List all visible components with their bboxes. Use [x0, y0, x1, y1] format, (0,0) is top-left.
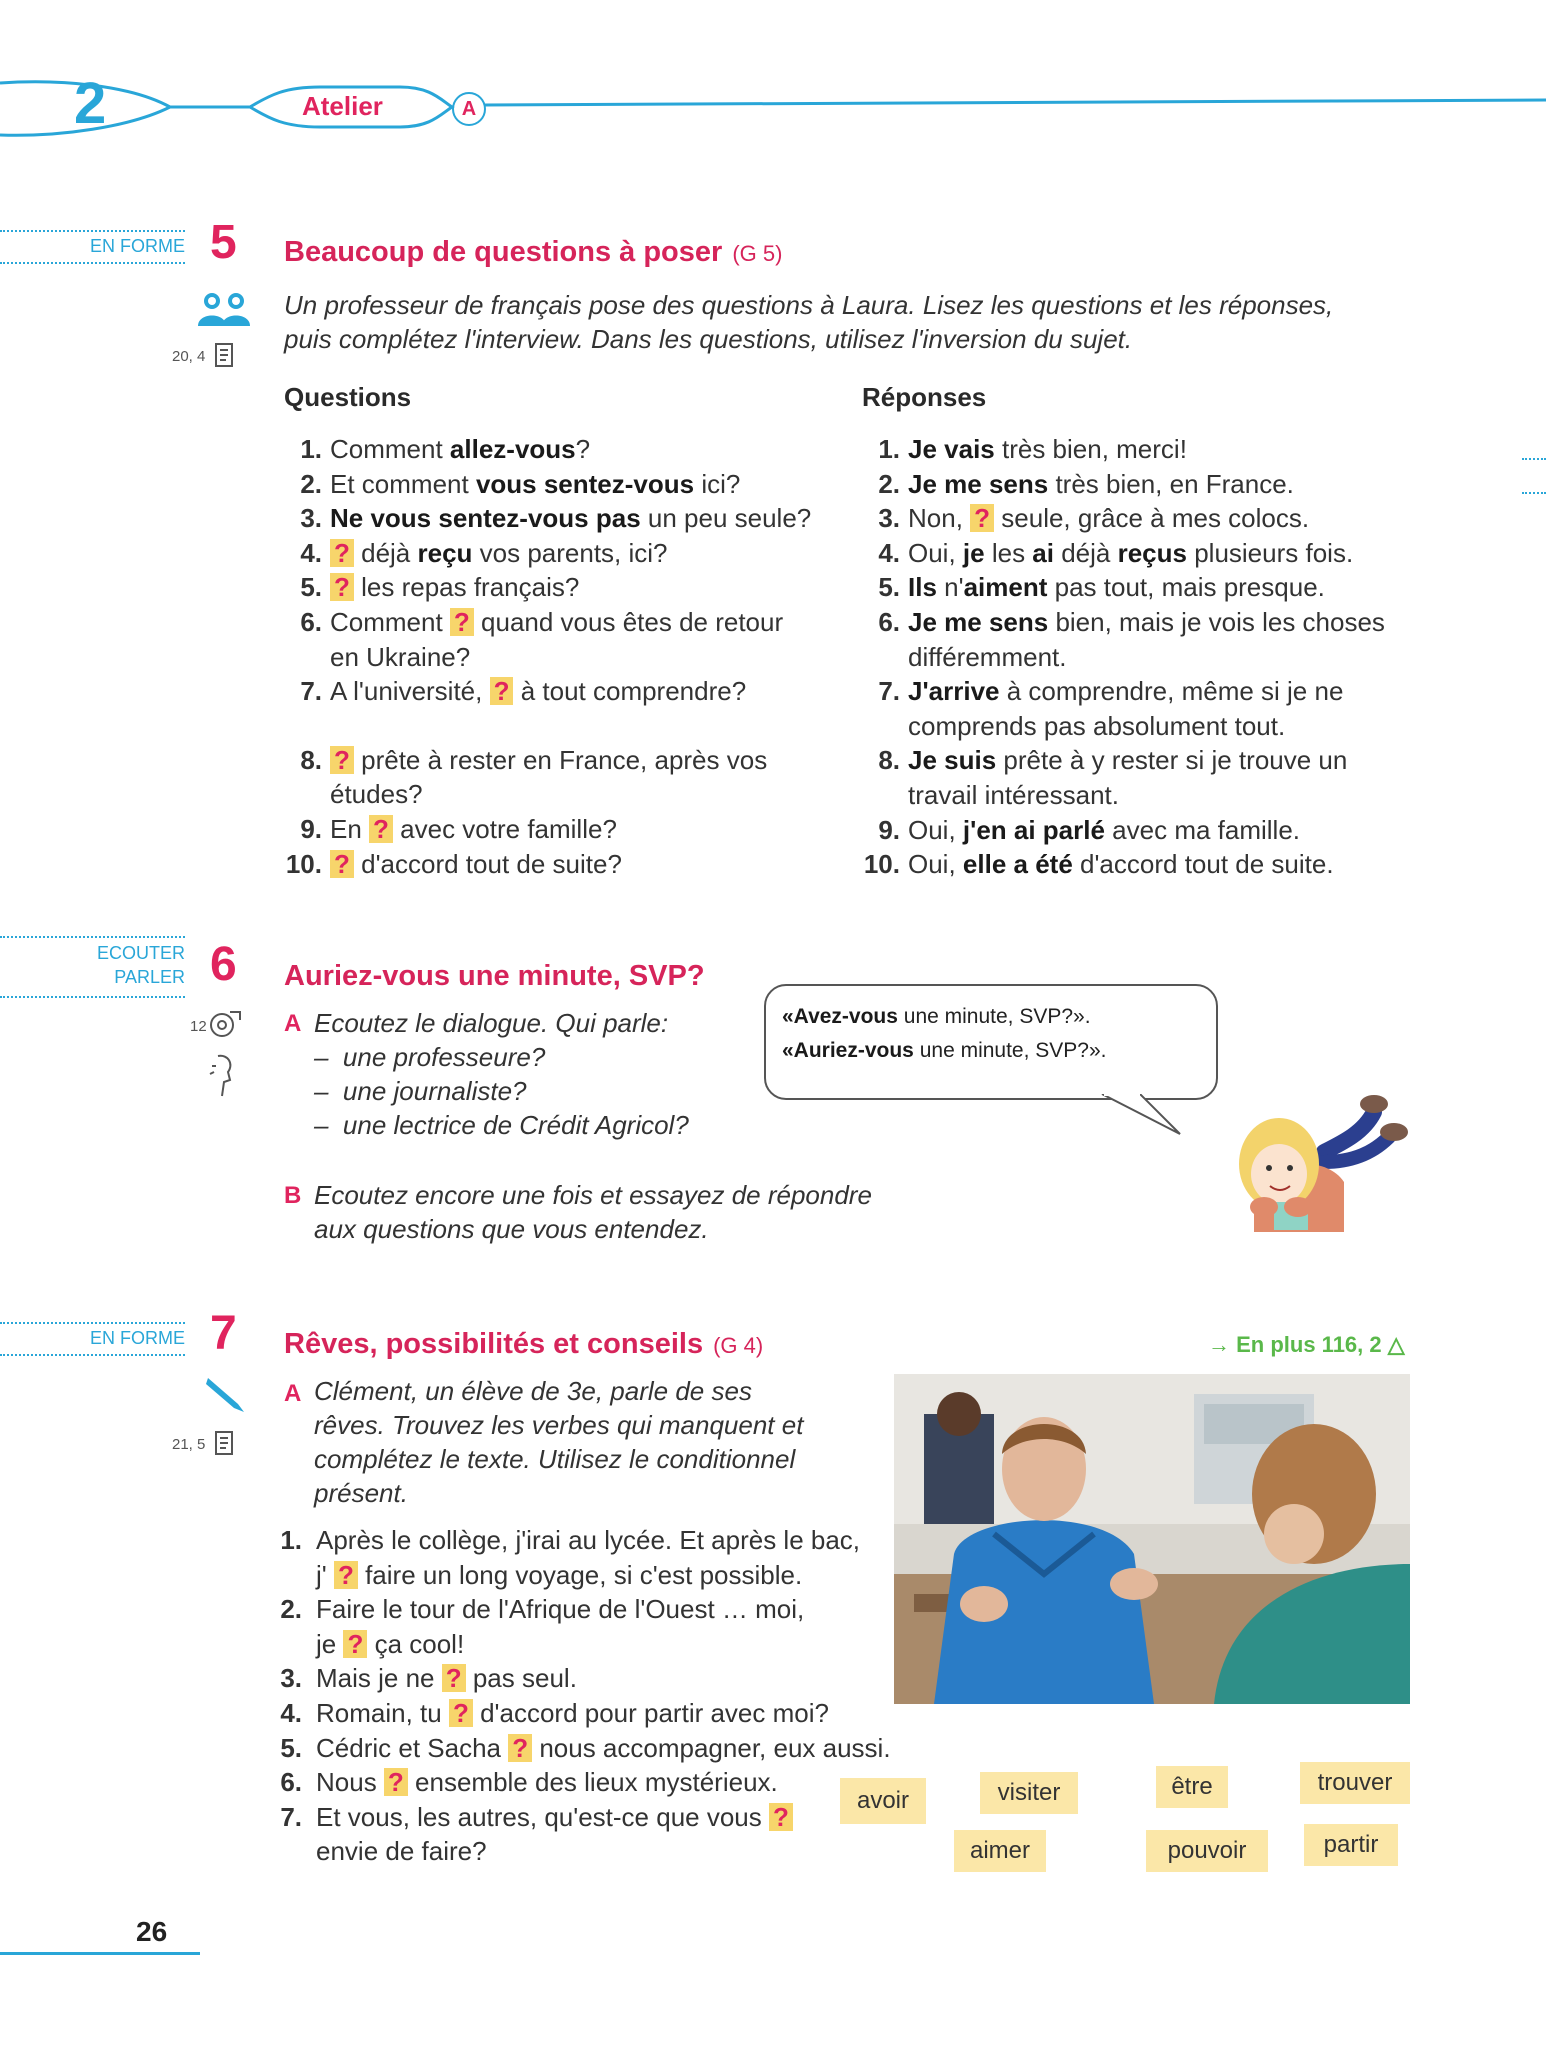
footer-line: [0, 1952, 200, 1955]
question-item: 9. En ? avec votre famille?: [300, 813, 617, 844]
option-item: – une professeure?: [314, 1042, 546, 1072]
questions-list: [282, 432, 842, 881]
instruction: [284, 288, 1384, 356]
question-item: 3. Ne vous sentez-vous pas un peu seule?: [300, 503, 812, 534]
sentence-item: 2. Faire le tour de l'Afrique de l'Ouest … moi, je ? ça cool!: [280, 1594, 805, 1659]
blank-marker: ?: [343, 1630, 367, 1658]
exercise-number: 7: [210, 1307, 237, 1360]
exercise-number: 5: [210, 216, 237, 269]
sentence-item: 5. Cédric et Sacha ? nous accompagner, eux aussi.: [280, 1732, 891, 1763]
question-item: 8. ? prête à rester en France, après vos études?: [300, 744, 768, 810]
question-item: 5. ? les repas français?: [300, 572, 580, 603]
question-item: 10. ? d'accord tout de suite?: [285, 848, 622, 879]
workbook-icon: [214, 342, 236, 370]
section-label: Atelier: [302, 91, 383, 121]
exercise-title-text: Rêves, possibilités et conseils: [284, 1328, 704, 1360]
answers-list: [860, 432, 1420, 882]
exercise-title: [284, 1328, 763, 1361]
word-chip: pouvoir: [1146, 1830, 1268, 1872]
blank-marker: ?: [490, 677, 514, 705]
sentence-item: 3. Mais je ne ? pas seul.: [280, 1663, 577, 1694]
blank-marker: ?: [450, 608, 474, 636]
part-b-text: [314, 1178, 872, 1246]
blank-marker: ?: [508, 1734, 532, 1762]
word-chip: être: [1156, 1766, 1228, 1808]
margin-dots: [1522, 458, 1546, 460]
part-b-letter: B: [284, 1182, 302, 1209]
tag-line: [0, 1322, 185, 1324]
questions-heading: Questions: [284, 382, 412, 412]
blank-marker: ?: [330, 746, 354, 774]
answer-item: 6. Je me sens bien, mais je vois les choses différemment.: [878, 606, 1385, 672]
part-a-line: rêves. Trouvez les verbes qui manquent et: [314, 1410, 804, 1440]
pair-work-icon: [196, 290, 252, 328]
blank-marker: ?: [369, 815, 393, 843]
sentence-item: 4. Romain, tu ? d'accord pour partir avec moi?: [280, 1697, 829, 1728]
exercise-title-text: Beaucoup de questions à poser: [284, 236, 723, 268]
bubble-rest: une minute, SVP?».: [897, 1005, 1091, 1028]
word-chip: trouver: [1300, 1762, 1410, 1804]
question-item: 4. ? déjà reçu vos parents, ici?: [300, 537, 668, 568]
blank-marker: ?: [442, 1664, 466, 1692]
audio-icon: [208, 1008, 242, 1040]
word-chip: aimer: [954, 1830, 1046, 1872]
option-text: une lectrice de Crédit Agricol?: [342, 1110, 689, 1140]
girl-illustration: [1214, 1082, 1414, 1262]
word-chip: visiter: [980, 1772, 1078, 1814]
blank-marker: ?: [384, 1768, 408, 1796]
speech-bubble-tail: [1100, 1094, 1190, 1138]
bubble-text: [782, 1000, 1107, 1068]
exercise-number: 6: [210, 938, 237, 991]
section-circle: A: [452, 92, 486, 126]
speaking-icon: [208, 1052, 238, 1100]
chapter-number: 2: [74, 71, 107, 136]
classroom-photo: [894, 1374, 1410, 1704]
answer-item: 9. Oui, j'en ai parlé avec ma famille.: [878, 814, 1301, 845]
option-text: une professeure?: [342, 1042, 546, 1072]
blank-marker: ?: [769, 1803, 793, 1831]
tag-line: [0, 1354, 185, 1356]
answer-item: 10. Oui, elle a été d'accord tout de suite.: [863, 849, 1334, 880]
instruction-line: Un professeur de français pose des questions à Laura. Lisez les questions et les réponses,: [284, 290, 1334, 320]
answer-item: 7. J'arrive à comprendre, même si je ne comprends pas absolument tout.: [878, 676, 1344, 741]
part-a-letter: A: [284, 1380, 302, 1407]
part-a-letter: A: [284, 1010, 302, 1037]
question-item: 2. Et comment vous sentez-vous ici?: [300, 468, 741, 499]
word-chip: partir: [1304, 1824, 1398, 1866]
tag-line: [0, 996, 185, 998]
options-list: [314, 1040, 689, 1142]
bubble-rest: une minute, SVP?».: [913, 1039, 1107, 1062]
blank-marker: ?: [330, 573, 354, 601]
workbook-icon: [214, 1430, 236, 1458]
tag-line: [0, 262, 185, 264]
section-tag: ECOUTER: [96, 943, 185, 963]
blank-marker: ?: [334, 1561, 358, 1589]
answer-item: 1. Je vais très bien, merci!: [878, 434, 1187, 464]
part-a-text: [314, 1374, 854, 1510]
margin-dots: [1522, 492, 1546, 494]
grammar-ref: (G 5): [732, 241, 783, 266]
answer-item: 5. Ils n'aiment pas tout, mais presque.: [878, 572, 1325, 603]
answer-item: 3. Non, ? seule, grâce à mes colocs.: [878, 503, 1310, 534]
instruction-line: puis complétez l'interview. Dans les questions, utilisez l'inversion du sujet.: [284, 324, 1133, 354]
part-a-line: Clément, un élève de 3e, parle de ses: [314, 1376, 752, 1406]
section-tag: PARLER: [114, 967, 185, 987]
workbook-ref: 20, 4: [172, 348, 206, 365]
blank-marker: ?: [449, 1699, 473, 1727]
header-decoration: [0, 55, 1546, 150]
option-item: – une lectrice de Crédit Agricol?: [314, 1110, 689, 1140]
blank-marker: ?: [330, 539, 354, 567]
option-item: – une journaliste?: [314, 1076, 527, 1106]
part-a-text: Ecoutez le dialogue. Qui parle:: [314, 1008, 669, 1038]
exercise-title: [284, 236, 782, 269]
question-item: 7. A l'université, ? à tout comprendre?: [300, 676, 747, 707]
bubble-bold: «Avez-vous: [782, 1005, 898, 1028]
tag-line: [0, 230, 185, 232]
bubble-line: [782, 1000, 1107, 1034]
pen-icon: [202, 1372, 248, 1414]
question-item: 6. Comment ? quand vous êtes de retour en Ukraine?: [300, 606, 784, 672]
page-number: 26: [136, 1916, 168, 1947]
part-b-line: Ecoutez encore une fois et essayez de répondre: [314, 1180, 872, 1210]
part-b-line: aux questions que vous entendez.: [314, 1214, 709, 1244]
word-chip: avoir: [840, 1778, 926, 1824]
sentence-item: 7. Et vous, les autres, qu'est-ce que vous ? envie de faire?: [272, 1800, 912, 1869]
answer-item: 2. Je me sens très bien, en France.: [878, 468, 1294, 499]
blank-marker: ?: [970, 504, 994, 532]
audio-ref: 12: [190, 1018, 207, 1035]
bubble-line: [782, 1034, 1107, 1068]
sentence-item: 6. Nous ? ensemble des lieux mystérieux.: [280, 1767, 778, 1798]
answer-item: 8. Je suis prête à y rester si je trouve un travail intéressant.: [878, 745, 1348, 810]
tag-line: [0, 936, 185, 938]
bubble-bold: «Auriez-vous: [782, 1039, 914, 1062]
sentences-list: [272, 1523, 912, 1869]
part-a-line: présent.: [314, 1478, 408, 1508]
section-tag: EN FORME: [89, 1328, 185, 1348]
question-item: 1. Comment allez-vous?: [300, 434, 591, 464]
blank-marker: ?: [330, 850, 354, 878]
workbook-ref: 21, 5: [172, 1436, 206, 1453]
more-ref: → En plus 116, 2 △: [1208, 1332, 1405, 1357]
answer-item: 4. Oui, je les ai déjà reçus plusieurs fois.: [878, 537, 1354, 568]
part-a-line: complétez le texte. Utilisez le conditionnel: [314, 1444, 796, 1474]
sentence-item: 1. Après le collège, j'irai au lycée. Et après le bac, j' ? faire un long voyage, si c'est possible.: [280, 1525, 861, 1590]
option-text: une journaliste?: [342, 1076, 527, 1106]
grammar-ref: (G 4): [713, 1333, 764, 1358]
answers-heading: Réponses: [862, 382, 987, 412]
exercise-title: Auriez-vous une minute, SVP?: [284, 960, 705, 992]
section-tag: EN FORME: [89, 236, 185, 256]
